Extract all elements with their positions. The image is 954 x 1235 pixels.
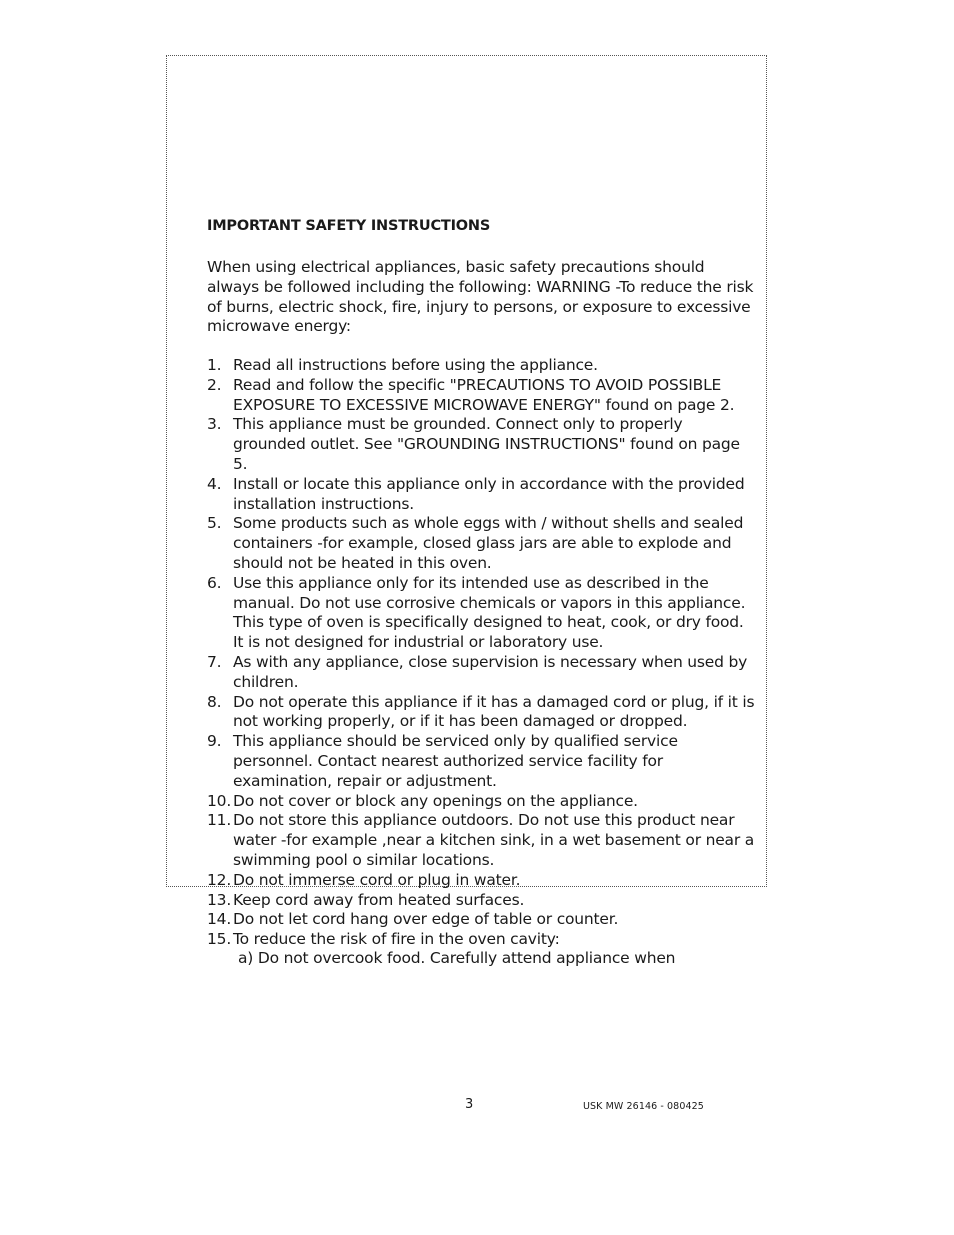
list-item [207,732,757,791]
item-text: Do not operate this appliance if it has a damaged cord or plug, if it is not working properly, or if it has been damaged or dropped. [233,692,755,731]
list-item [207,930,757,950]
item-text: This appliance should be serviced only by qualified service personnel. Contact nearest authorized service facility for examination, repair or adjustment. [233,732,678,790]
item-number: 6. [207,573,222,592]
item-text: To reduce the risk of fire in the oven cavity: [233,930,560,949]
document-code: USK MW 26146 - 080425 [583,1101,704,1112]
item-number: 5. [207,514,222,533]
list-item [207,415,757,474]
list-item [207,475,757,515]
list-item [207,693,757,733]
item-text: Do not let cord hang over edge of table or counter. [233,910,619,929]
list-item [207,910,757,930]
item-number: 4. [207,474,222,493]
item-text: Do not store this appliance outdoors. Do not use this product near water -for example ,near a kitchen sink, in a wet basement or near a swimming pool o similar locations. [233,811,755,869]
item-text: Do not immerse cord or plug in water. [233,870,521,889]
item-text: Some products such as whole eggs with / without shells and sealed containers -for example, closed glass jars are able to explode and should not be heated in this oven. [233,514,744,572]
list-item [207,376,757,416]
item-number: 10. [207,791,232,810]
item-text: Install or locate this appliance only in accordance with the provided installation instructions. [233,474,745,513]
item-number: 14. [207,910,232,929]
item-number: 15. [207,930,232,949]
list-item [207,811,757,870]
item-text: Keep cord away from heated surfaces. [233,890,525,909]
list-item [207,514,757,573]
item-text: This appliance must be grounded. Connect only to properly grounded outlet. See "GROUNDING INSTRUCTIONS" found on page 5. [233,415,740,473]
list-item [207,574,757,653]
item-number: 2. [207,375,222,394]
list-item [207,792,757,812]
page-number: 3 [465,1097,474,1112]
item-number: 9. [207,732,222,751]
item-text: Read all instructions before using the appliance. [233,356,598,374]
item-number: 7. [207,652,222,671]
item-number: 11. [207,811,232,830]
item-number: 8. [207,692,222,711]
item-number: 12. [207,870,232,889]
item-text: Read and follow the specific "PRECAUTIONS TO AVOID POSSIBLE EXPOSURE TO EXCESSIVE MICROWAVE ENERGY" found on page 2. [233,375,735,414]
list-item [207,871,757,891]
safety-instructions-list [207,356,757,950]
item-number: 13. [207,890,232,909]
item-text: Do not cover or block any openings on the appliance. [233,791,638,810]
item-text: As with any appliance, close supervision is necessary when used by children. [233,652,748,691]
item-number: 3. [207,415,222,434]
item-text: Use this appliance only for its intended use as described in the manual. Do not use corrosive chemicals or vapors in this appliance. This type of oven is specifically designed to heat, cook, or dry food. It is not designed for industrial or laboratory use. [233,573,746,652]
list-item [207,653,757,693]
list-item [207,356,757,376]
list-item [207,891,757,911]
intro-paragraph: When using electrical appliances, basic safety precautions should always be followed including the following: WARNING -To reduce the risk of burns, electric shock, fire, injury to persons, or exposure to excessive microwave energy: [207,258,754,336]
sub-item-a: a) Do not overcook food. Carefully attend appliance when [238,949,676,967]
item-number: 1. [207,356,222,374]
section-heading: IMPORTANT SAFETY INSTRUCTIONS [207,218,491,234]
